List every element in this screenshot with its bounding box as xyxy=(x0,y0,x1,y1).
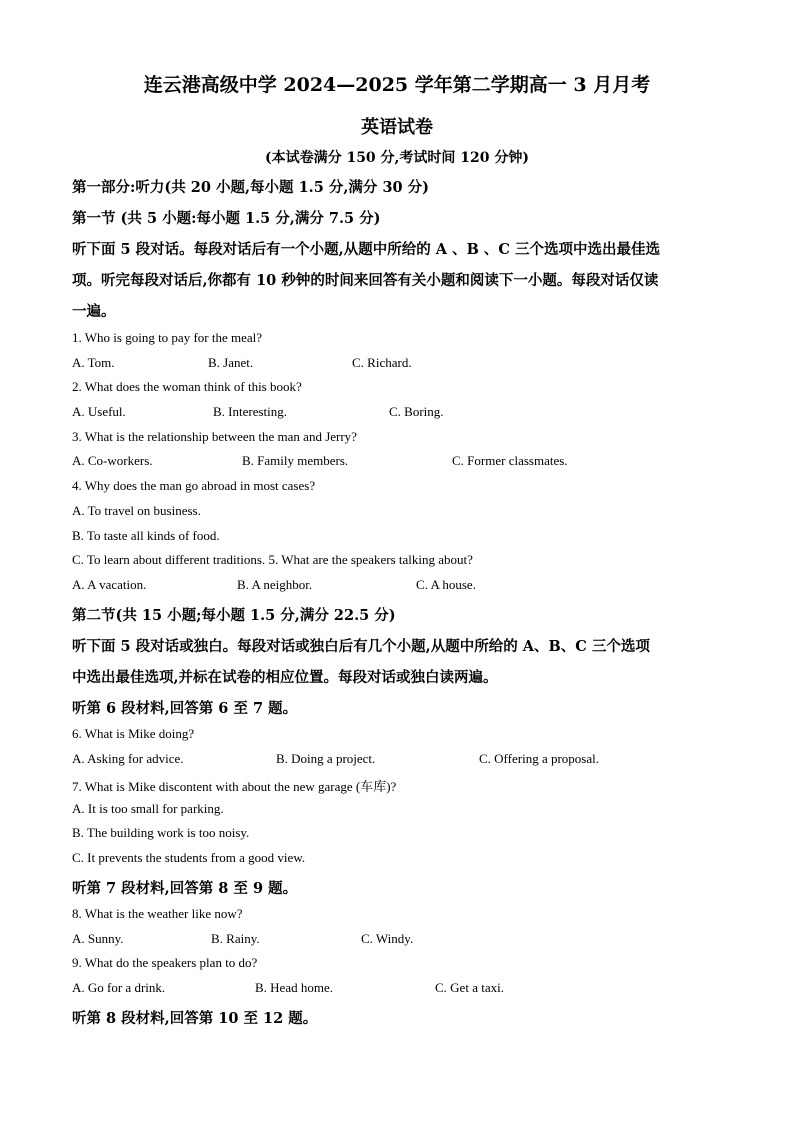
question-1: 1. Who is going to pay for the meal? xyxy=(72,330,263,345)
section1-instruction-line: 一遍。 xyxy=(72,303,116,320)
q7-option-b: B. The building work is too noisy. xyxy=(72,825,250,840)
q5-option-c: C. A house. xyxy=(416,577,476,592)
q6-option-a: A. Asking for advice. xyxy=(72,751,184,766)
material-8-heading: 听第 8 段材料,回答第 10 至 12 题。 xyxy=(72,1010,318,1027)
section1-instruction-line: 听下面 5 段对话。每段对话后有一个小题,从题中所给的 A 、B 、C 三个选项中选出最佳选 xyxy=(72,241,660,258)
question-8: 8. What is the weather like now? xyxy=(72,906,243,921)
q7-option-c: C. It prevents the students from a good view. xyxy=(72,850,306,865)
q8-option-b: B. Rainy. xyxy=(211,931,260,946)
q4-option-b: B. To taste all kinds of food. xyxy=(72,528,220,543)
q9-option-b: B. Head home. xyxy=(255,980,333,995)
q2-option-a: A. Useful. xyxy=(72,404,126,419)
exam-subject: 英语试卷 xyxy=(361,117,433,138)
material-7-heading: 听第 7 段材料,回答第 8 至 9 题。 xyxy=(72,880,298,897)
q5-option-b: B. A neighbor. xyxy=(237,577,313,592)
section2-heading: 第二节(共 15 小题;每小题 1.5 分,满分 22.5 分) xyxy=(72,607,396,624)
q9-option-c: C. Get a taxi. xyxy=(435,980,504,995)
question-2: 2. What does the woman think of this book? xyxy=(72,379,302,394)
q2-option-b: B. Interesting. xyxy=(213,404,288,419)
question-7: 7. What is Mike discontent with about the new garage (车库)? xyxy=(72,779,397,794)
question-6: 6. What is Mike doing? xyxy=(72,726,195,741)
section2-instruction-line: 中选出最佳选项,并标在试卷的相应位置。每段对话或独白读两遍。 xyxy=(72,669,498,686)
q4-option-a: A. To travel on business. xyxy=(72,503,201,518)
exam-title: 连云港高级中学 2024—2025 学年第二学期高一 3 月月考 xyxy=(143,74,651,96)
q4-option-c: C. To learn about different traditions. 5. What are the speakers talking about? xyxy=(72,552,473,567)
section1-heading: 第一节 (共 5 小题:每小题 1.5 分,满分 7.5 分) xyxy=(72,210,381,227)
question-4: 4. Why does the man go abroad in most cases? xyxy=(72,478,316,493)
q6-option-b: B. Doing a project. xyxy=(276,751,376,766)
section1-instruction-line: 项。听完每段对话后,你都有 10 秒钟的时间来回答有关小题和阅读下一小题。每段对话仅读 xyxy=(72,272,659,289)
q3-option-a: A. Co-workers. xyxy=(72,453,153,468)
material-6-heading: 听第 6 段材料,回答第 6 至 7 题。 xyxy=(72,700,298,717)
q5-option-a: A. A vacation. xyxy=(72,577,147,592)
section2-instruction-line: 听下面 5 段对话或独白。每段对话或独白后有几个小题,从题中所给的 A、B、C 三个选项 xyxy=(72,638,650,655)
q8-option-c: C. Windy. xyxy=(361,931,414,946)
q8-option-a: A. Sunny. xyxy=(72,931,124,946)
q7-option-a: A. It is too small for parking. xyxy=(72,801,224,816)
q9-option-a: A. Go for a drink. xyxy=(72,980,166,995)
exam-note: (本试卷满分 150 分,考试时间 120 分钟) xyxy=(264,150,530,166)
q2-option-c: C. Boring. xyxy=(389,404,444,419)
q3-option-b: B. Family members. xyxy=(242,453,349,468)
question-9: 9. What do the speakers plan to do? xyxy=(72,955,258,970)
q3-option-c: C. Former classmates. xyxy=(452,453,568,468)
q1-option-a: A. Tom. xyxy=(72,355,115,370)
q6-option-c: C. Offering a proposal. xyxy=(479,751,599,766)
question-3: 3. What is the relationship between the man and Jerry? xyxy=(72,429,357,444)
q1-option-c: C. Richard. xyxy=(352,355,412,370)
q1-option-b: B. Janet. xyxy=(208,355,254,370)
part1-heading: 第一部分:听力(共 20 小题,每小题 1.5 分,满分 30 分) xyxy=(72,179,430,196)
